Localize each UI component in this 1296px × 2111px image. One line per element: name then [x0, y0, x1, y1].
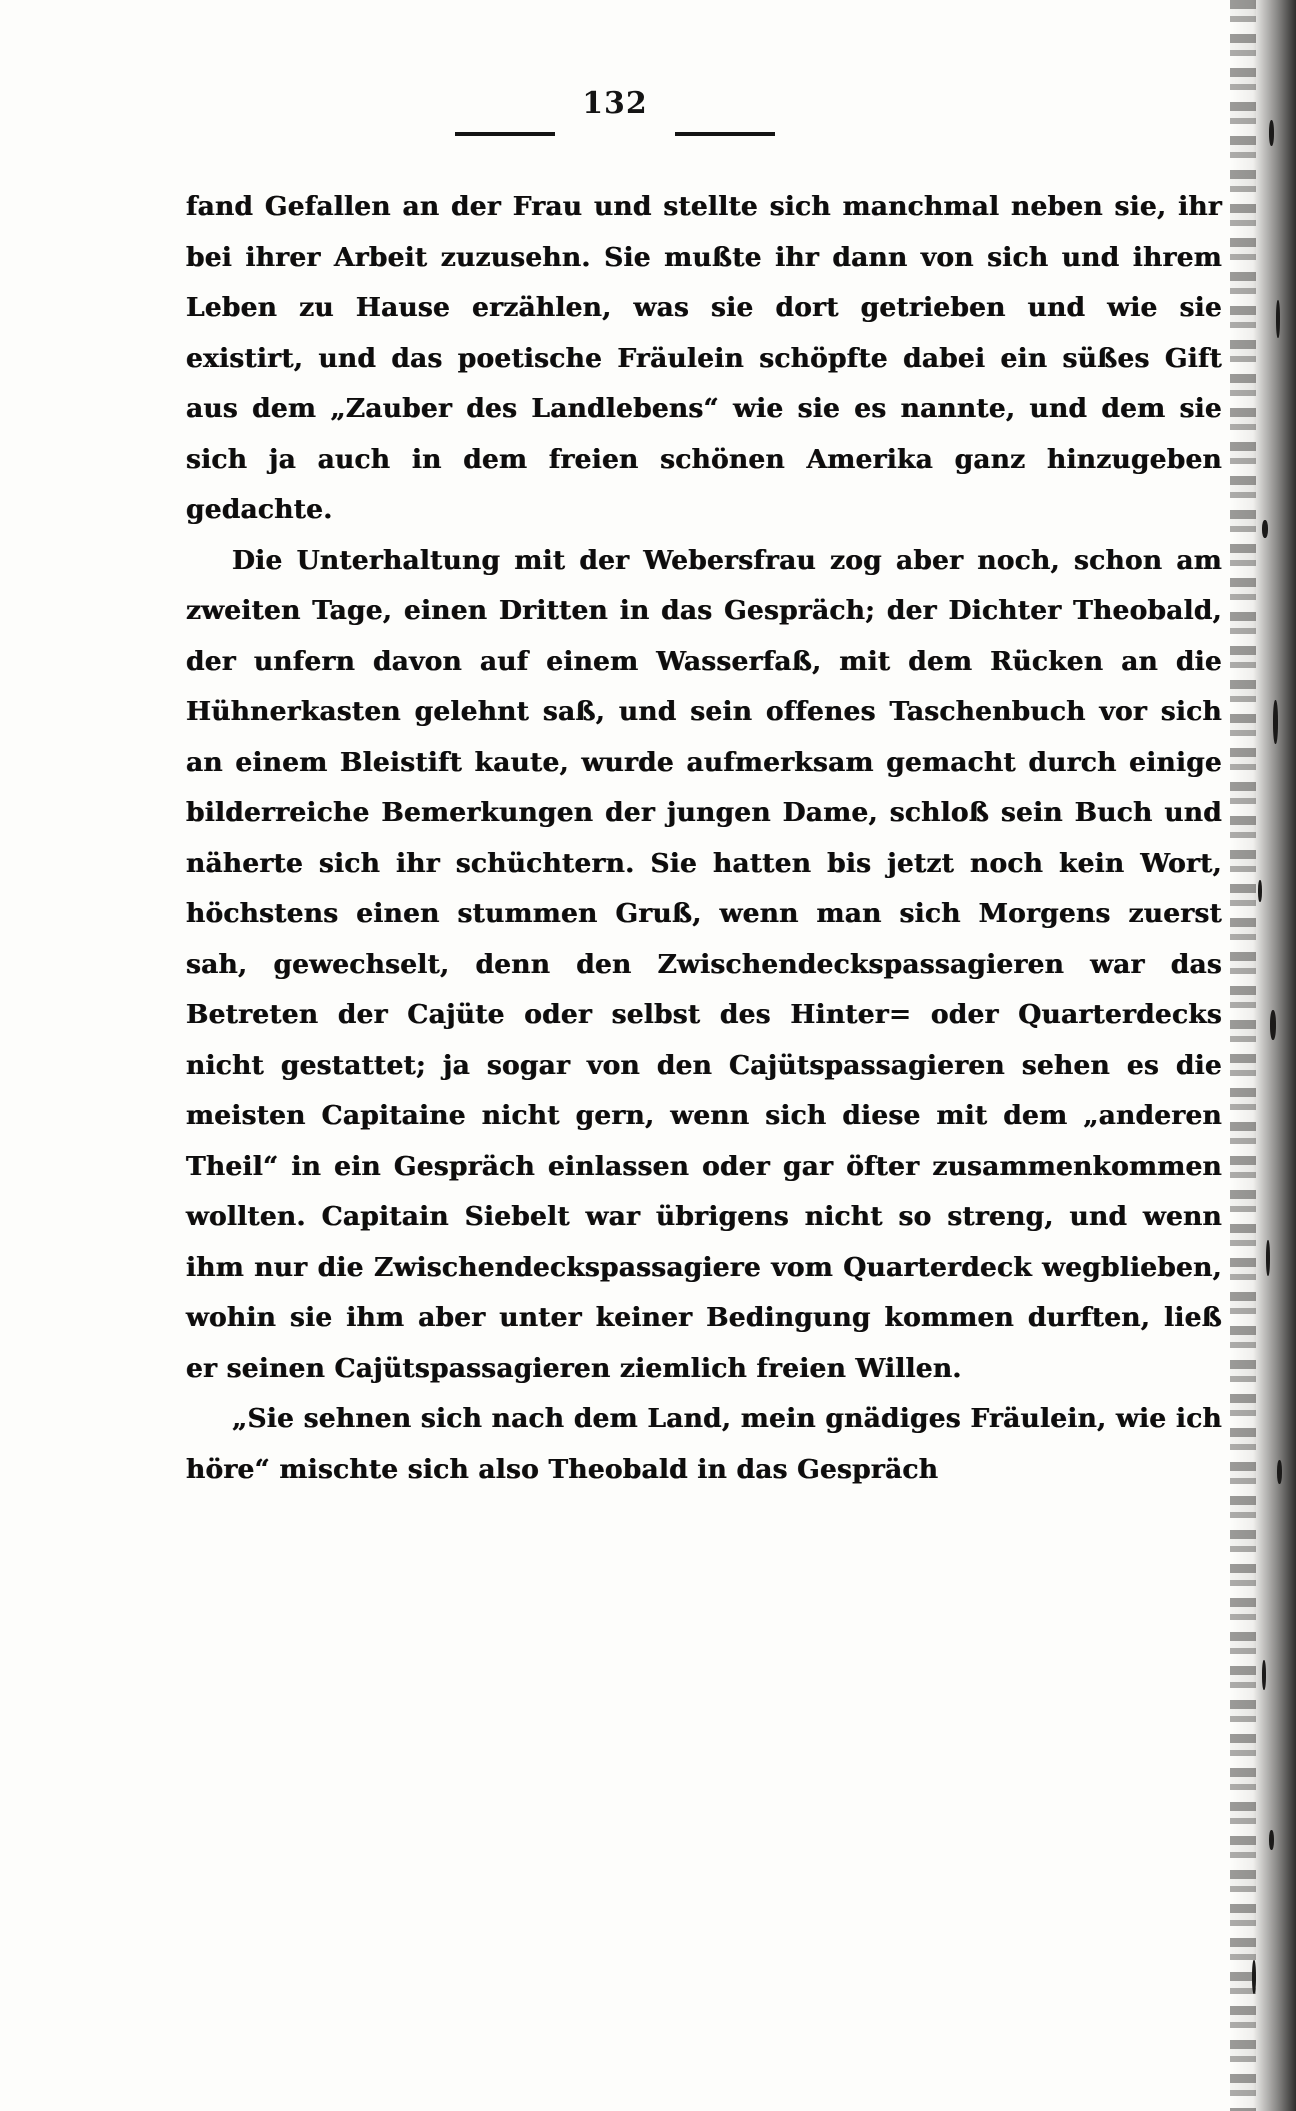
scan-edge-flecks — [1236, 0, 1296, 2111]
page-header — [0, 86, 1230, 121]
scan-edge-shadow — [1230, 0, 1296, 2111]
paragraph-2: Die Unterhaltung mit der Webersfrau zog aber noch, schon am zweiten Tage, einen Dritten in das Gespräch; der Dichter Theobald, der unfern davon auf einem Wasserfaß, mit dem Rücken an die Hühnerkasten gelehnt saß, und sein offenes Taschenbuch vor sich an einem Bleistift kaute, wurde aufmerksam gemacht durch einige bilderreiche Bemerkungen der jungen Dame, schloß sein Buch und näherte sich ihr schüchtern. Sie hatten bis jetzt noch kein Wort, höchstens einen stummen Gruß, wenn man sich Morgens zuerst sah, gewechselt, denn den Zwischendeckspassagieren war das Betreten der Cajüte oder selbst des Hinter= oder Quarterdecks nicht gestattet; ja sogar von den Cajütspassagieren sehen es die meisten Capitaine nicht gern, wenn sich diese mit dem „anderen Theil“ in ein Gespräch einlassen oder gar öfter zusammenkommen wollten. Capitain Siebelt war übrigens nicht so streng, und wenn ihm nur die Zwischendeckspassagiere vom Quarterdeck wegblieben, wohin sie ihm aber unter keiner Bedingung kommen durften, ließ er seinen Cajütspassagieren ziemlich freien Willen. — [186, 544, 1222, 1384]
page-number: 132 — [582, 86, 648, 121]
scan-edge-speckle — [1230, 0, 1256, 2111]
paragraph-1: fand Gefallen an der Frau und stellte sich manchmal neben sie, ihr bei ihrer Arbeit zuzusehn. Sie mußte ihr dann von sich und ihrem Leben zu Hause erzählen, was sie dort getrieben und wie sie existirt, und das poetische Fräulein schöpfte dabei ein süßes Gift aus dem „Zauber des Landlebens“ wie sie es nannte, und dem sie sich ja auch in dem freien schönen Amerika ganz hinzugeben gedachte. — [186, 191, 1222, 525]
body-text — [186, 182, 1222, 1495]
header-rule-right — [675, 132, 775, 136]
paragraph-3: „Sie sehnen sich nach dem Land, mein gnädiges Fräulein, wie ich höre“ mischte sich also Theobald in das Gespräch — [186, 1403, 1222, 1485]
header-rule-left — [455, 132, 555, 136]
